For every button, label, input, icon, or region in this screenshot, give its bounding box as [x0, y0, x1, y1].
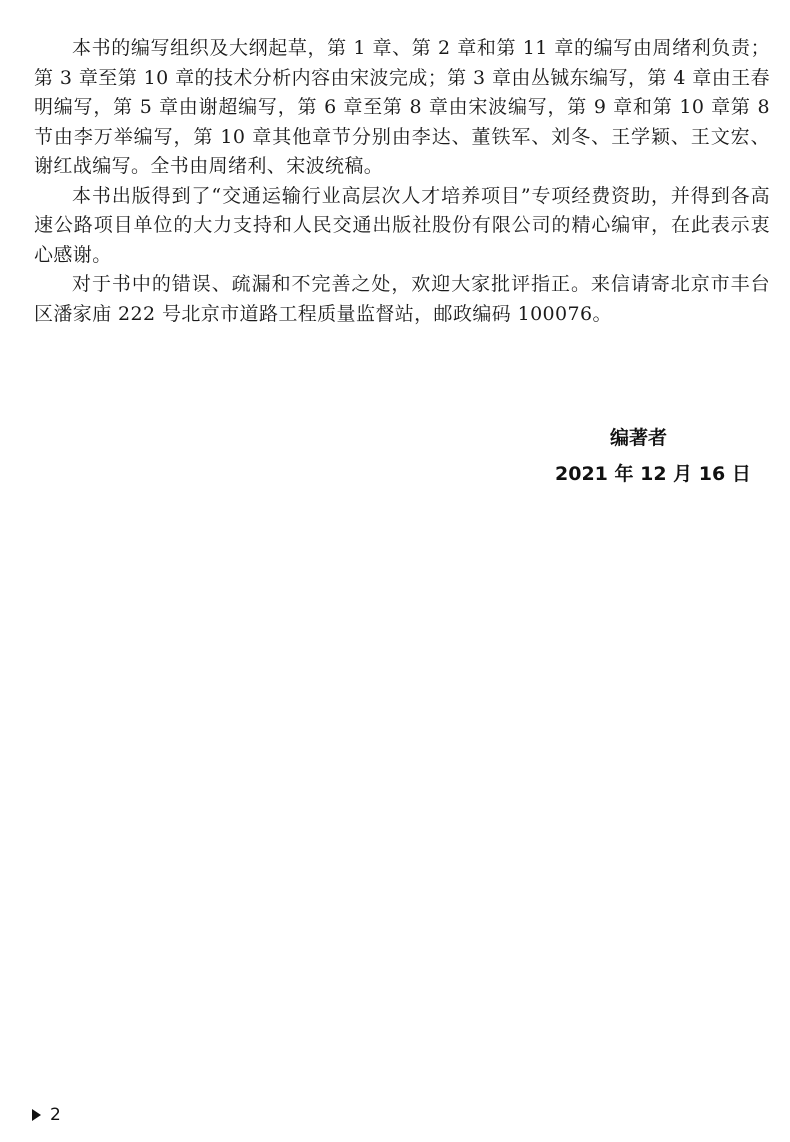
paragraph-feedback: 对于书中的错误、疏漏和不完善之处，欢迎大家批评指正。来信请寄北京市丰台区潘家庙 222 号北京市道路工程质量监督站，邮政编码 100076。	[34, 273, 770, 325]
page-number: 2	[50, 1105, 61, 1125]
signature-date: 2021 年 12 月 16 日	[555, 463, 751, 485]
right-triangle-icon	[32, 1109, 41, 1121]
paragraph-acknowledgement: 本书出版得到了“交通运输行业高层次人才培养项目”专项经费资助，并得到各高速公路项目单位的大力支持和人民交通出版社股份有限公司的精心编审，在此表示衷心感谢。	[34, 184, 770, 266]
signature-author: 编著者	[610, 427, 668, 449]
page-footer	[32, 1105, 61, 1125]
preface-body	[34, 34, 770, 329]
paragraph-authorship: 本书的编写组织及大纲起草，第 1 章、第 2 章和第 11 章的编写由周绪利负责；第 3 章至第 10 章的技术分析内容由宋波完成；第 3 章由丛铖东编写，第 4 章由王春明编写，第 5 章由谢超编写，第 6 章至第 8 章由宋波编写，第 9 章和第 10 章第 8 节由李万举编写，第 10 章其他章节分别由李达、董铁军、刘冬、王学颖、王文宏、谢红战编写。全书由周绪利、宋波统稿。	[34, 37, 770, 177]
